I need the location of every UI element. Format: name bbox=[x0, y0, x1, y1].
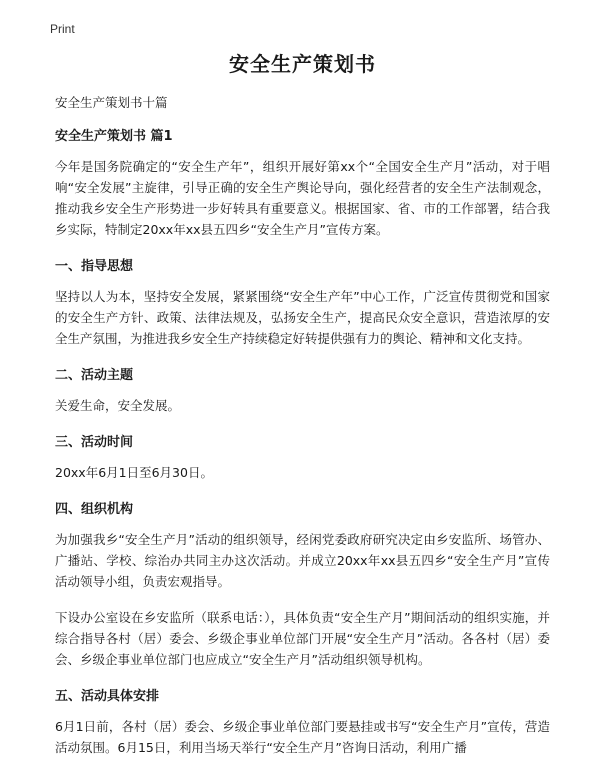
section-heading-theme: 二、活动主题 bbox=[55, 368, 134, 383]
section-paragraph: 下设办公室设在乡安监所（联系电话：），具体负责“安全生产月”期间活动的组织实施，并综合指导各村（居）委会、乡级企事业单位部门开展“安全生产月”活动。各各村（居）委会、乡级企事业单位部门也应成立“安全生产月”活动组织领导机构。 bbox=[55, 610, 550, 667]
section-paragraph: 20xx年6月1日至6月30日。 bbox=[55, 465, 213, 480]
section-heading-guiding-ideology: 一、指导思想 bbox=[55, 259, 134, 274]
document-subtitle: 安全生产策划书十篇 bbox=[55, 95, 168, 110]
document-title: 安全生产策划书 bbox=[229, 52, 376, 76]
section-heading-arrangements: 五、活动具体安排 bbox=[55, 689, 160, 704]
intro-paragraph: 今年是国务院确定的“安全生产年”，组织开展好第xx个“全国安全生产月”活动，对于唱响“安全发展”主旋律，引导正确的安全生产舆论导向，强化经营者的安全生产法制观念，推动我乡安全生产形势进一步好转具有重要意义。根据国家、省、市的工作部署，结合我乡实际，特制定20xx年xx县五四乡“安全生产月”宣传方案。 bbox=[55, 159, 550, 237]
document-page bbox=[55, 48, 550, 773]
section-paragraph: 关爱生命，安全发展。 bbox=[55, 398, 181, 413]
print-link[interactable]: Print bbox=[50, 22, 75, 36]
section-paragraph: 坚持以人为本，坚持安全发展，紧紧围绕“安全生产年”中心工作，广泛宣传贯彻党和国家的安全生产方针、政策、法律法规及，弘扬安全生产，提高民众安全意识，营造浓厚的安全生产氛围，为推进我乡安全生产持续稳定好转提供强有力的舆论、精神和文化支持。 bbox=[55, 289, 550, 346]
section-heading-organization: 四、组织机构 bbox=[55, 502, 134, 517]
section-heading-time: 三、活动时间 bbox=[55, 435, 134, 450]
section-paragraph: 6月1日前，各村（居）委会、乡级企事业单位部门要悬挂或书写“安全生产月”宣传，营造活动氛围。6月15日，利用当场天举行“安全生产月”咨询日活动，利用广播 bbox=[55, 719, 550, 755]
article-heading: 安全生产策划书 篇1 bbox=[55, 129, 173, 144]
section-paragraph: 为加强我乡“安全生产月”活动的组织领导，经闲党委政府研究决定由乡安监所、场管办、广播站、学校、综治办共同主办这次活动。并成立20xx年xx县五四乡“安全生产月”宣传活动领导小组，负责宏观指导。 bbox=[55, 532, 550, 589]
